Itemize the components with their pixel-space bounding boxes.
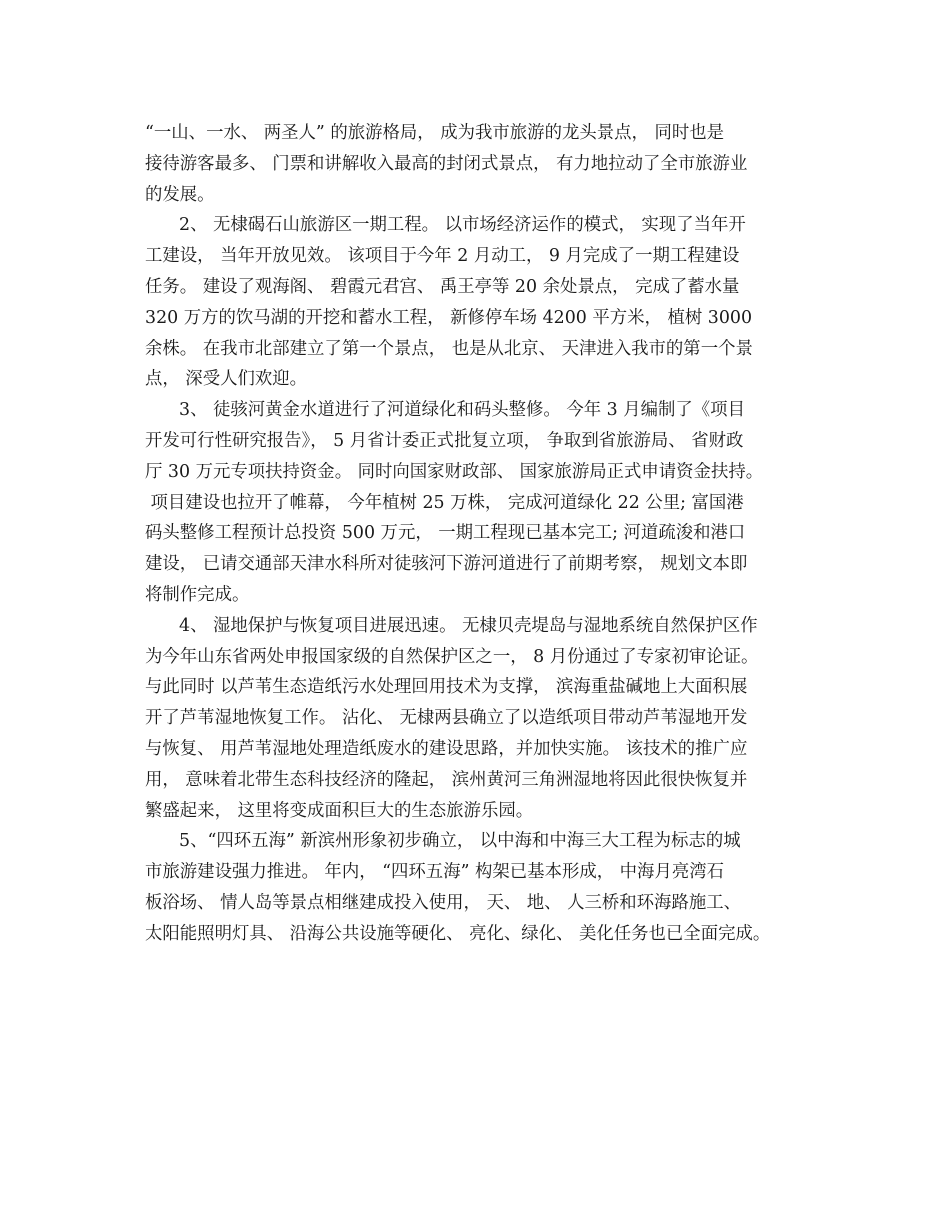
paragraph-item-3 <box>145 395 825 611</box>
text-line: 5、“四环五海” 新滨州形象初步确立， 以中海和中海三大工程为标志的城 <box>179 831 741 852</box>
text-line: 2、 无棣碣石山旅游区一期工程。 以市场经济运作的模式， 实现了当年开 <box>179 215 746 236</box>
text-line: 为今年山东省两处申报国家级的自然保护区之一， 8 月份通过了专家初审论证。 <box>145 646 759 667</box>
text-line: 太阳能照明灯具、 沿海公共设施等硬化、 亮化、绿化、 美化任务也已全面完成。 <box>145 923 771 944</box>
paragraph-item-2 <box>145 210 825 395</box>
text-line: 任务。 建设了观海阁、 碧霞元君宫、 禹王亭等 20 余处景点， 完成了蓄水量 <box>145 276 740 297</box>
text-line: 将制作完成。 <box>145 584 250 605</box>
text-line: “一山、一水、 两圣人” 的旅游格局， 成为我市旅游的龙头景点， 同时也是 <box>145 123 725 143</box>
text-line: 厅 30 万元专项扶持资金。 同时向国家财政部、 国家旅游局正式申请资金扶持。 <box>145 461 764 482</box>
paragraph-continuation <box>145 118 825 210</box>
text-line: 板浴场、 情人岛等景点相继建成投入使用， 天、 地、 人三桥和环海路施工、 <box>145 892 742 913</box>
text-line: 开了芦苇湿地恢复工作。 沾化、 无棣两县确立了以造纸项目带动芦苇湿地开发 <box>145 708 748 729</box>
text-line: 接待游客最多、 门票和讲解收入最高的封闭式景点， 有力地拉动了全市旅游业 <box>145 153 748 174</box>
text-line: 用， 意味着北带生态科技经济的隆起， 滨州黄河三角洲湿地将因此很快恢复并 <box>145 769 748 790</box>
text-line: 点， 深受人们欢迎。 <box>145 369 308 390</box>
text-line: 市旅游建设强力推进。 年内， “四环五海” 构架已基本形成， 中海月亮湾石 <box>145 862 725 883</box>
text-line: 与此同时 以芦苇生态造纸污水处理回用技术为支撑， 滨海重盐碱地上大面积展 <box>145 677 748 698</box>
text-line: 与恢复、 用芦苇湿地处理造纸废水的建设思路，并加快实施。 该技术的推广应 <box>145 738 748 759</box>
paragraph-item-5 <box>145 826 825 949</box>
text-line: 开发可行性研究报告》， 5 月省计委正式批复立项， 争取到省旅游局、 省财政 <box>145 430 744 451</box>
text-line: 码头整修工程预计总投资 500 万元， 一期工程现已基本完工; 河道疏浚和港口 <box>145 523 746 544</box>
text-line: 项目建设也拉开了帷幕， 今年植树 25 万株， 完成河道绿化 22 公里; 富国港 <box>145 492 744 513</box>
text-line: 工建设， 当年开放见效。 该项目于今年 2 月动工， 9 月完成了一期工程建设 <box>145 246 740 267</box>
text-line: 320 万方的饮马湖的开挖和蓄水工程， 新修停车场 4200 平方米， 植树 3000 <box>145 307 753 328</box>
text-line: 建设， 已请交通部天津水科所对徒骇河下游河道进行了前期考察， 规划文本即 <box>145 554 748 575</box>
text-line: 繁盛起来， 这里将变成面积巨大的生态旅游乐园。 <box>145 800 534 821</box>
text-line: 4、 湿地保护与恢复项目进展迅速。 无棣贝壳堤岛与湿地系统自然保护区作 <box>179 615 758 636</box>
text-line: 3、 徒骇河黄金水道进行了河道绿化和码头整修。 今年 3 月编制了《项目 <box>179 400 745 421</box>
text-line: 余株。 在我市北部建立了第一个景点， 也是从北京、 天津进入我市的第一个景 <box>145 338 753 359</box>
paragraph-item-4 <box>145 611 825 827</box>
document-body <box>145 118 825 950</box>
text-line: 的发展。 <box>145 184 215 205</box>
